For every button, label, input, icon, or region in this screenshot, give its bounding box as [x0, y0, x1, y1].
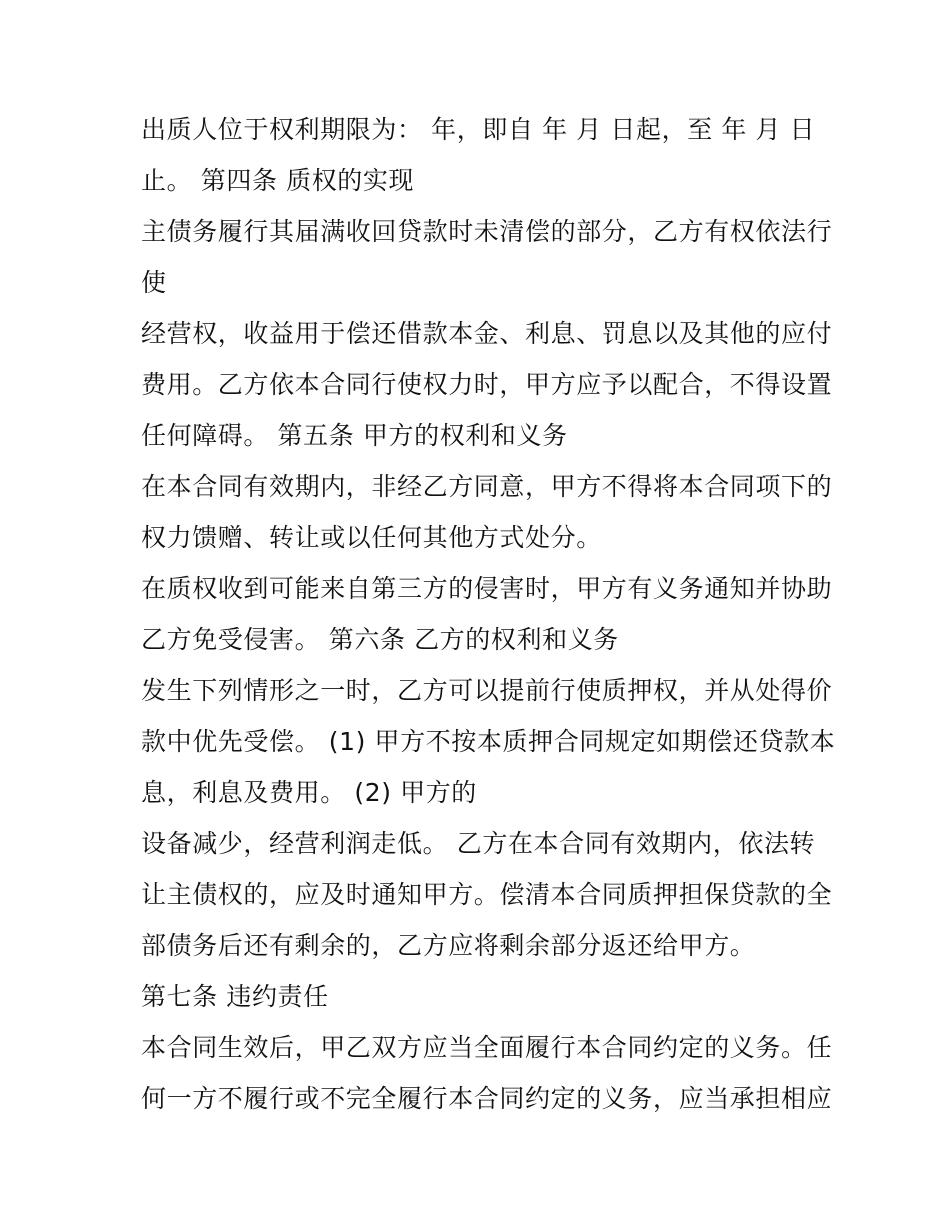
- text-line: 设备减少，经营利润走低。 乙方在本合同有效期内，依法转: [141, 829, 816, 858]
- text-line: 出质人位于权利期限为： 年，即自 年 月 日起，至 年 月 日: [141, 115, 816, 144]
- text-line: 使: [141, 268, 167, 297]
- text-line: 息，利息及费用。 (2) 甲方的: [141, 778, 477, 807]
- text-line: 主债务履行其届满收回贷款时未清偿的部分，乙方有权依法行: [141, 217, 833, 246]
- text-line: 任何障碍。 第五条 甲方的权利和义务: [141, 421, 568, 450]
- text-line: 在本合同有效期内，非经乙方同意，甲方不得将本合同项下的: [141, 472, 833, 501]
- text-line: 乙方免受侵害。 第六条 乙方的权利和义务: [141, 625, 619, 654]
- text-line: 经营权，收益用于偿还借款本金、利息、罚息以及其他的应付: [141, 319, 833, 348]
- text-line: 何一方不履行或不完全履行本合同约定的义务，应当承担相应: [141, 1084, 833, 1113]
- text-line: 权力馈赠、转让或以任何其他方式处分。: [141, 523, 602, 552]
- text-line: 让主债权的，应及时通知甲方。偿清本合同质押担保贷款的全: [141, 880, 833, 909]
- text-line: 费用。乙方依本合同行使权力时，甲方应予以配合，不得设置: [141, 370, 833, 399]
- section-heading: 第七条 违约责任: [141, 982, 329, 1011]
- text-line: 在质权收到可能来自第三方的侵害时，甲方有义务通知并协助: [141, 574, 833, 603]
- text-line: 款中优先受偿。 (1) 甲方不按本质押合同规定如期偿还贷款本: [141, 727, 836, 756]
- text-line: 本合同生效后，甲乙双方应当全面履行本合同约定的义务。任: [141, 1033, 833, 1062]
- text-line: 止。 第四条 质权的实现: [141, 166, 415, 195]
- text-line: 部债务后还有剩余的，乙方应将剩余部分返还给甲方。: [141, 931, 756, 960]
- text-line: 发生下列情形之一时，乙方可以提前行使质押权，并从处得价: [141, 676, 833, 705]
